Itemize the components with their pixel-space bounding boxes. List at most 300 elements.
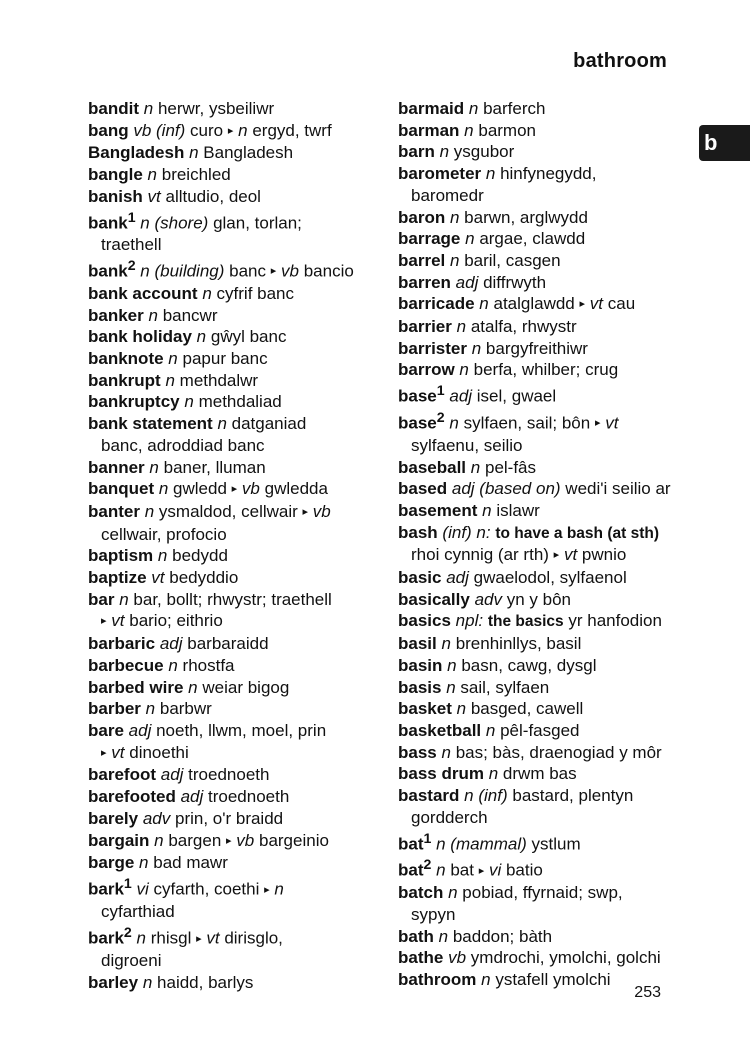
headword: barman bbox=[398, 120, 460, 140]
dictionary-entry bbox=[398, 141, 698, 163]
part-of-speech: n bbox=[119, 589, 129, 609]
dictionary-entry bbox=[398, 338, 698, 360]
headword: barber bbox=[88, 699, 141, 719]
headword: bastard bbox=[398, 786, 460, 806]
part-of-speech: n bbox=[447, 655, 457, 675]
sense-marker-icon: ▸ bbox=[594, 417, 601, 430]
dictionary-entry bbox=[88, 545, 388, 567]
headword: banner bbox=[88, 457, 145, 477]
translation: ysmaldod, cellwair bbox=[158, 501, 298, 521]
entry-continuation bbox=[398, 544, 698, 567]
translation: barbaraidd bbox=[187, 634, 269, 654]
dictionary-entry bbox=[398, 457, 698, 479]
translation: bargen bbox=[168, 830, 222, 850]
dictionary-entry bbox=[398, 882, 698, 904]
part-of-speech: n bbox=[488, 764, 499, 784]
dictionary-entry bbox=[398, 316, 698, 338]
headword: base bbox=[398, 386, 437, 406]
translation: isel, gwael bbox=[476, 386, 557, 406]
dictionary-entry bbox=[88, 972, 388, 994]
part-of-speech: n bbox=[471, 338, 482, 358]
part-of-speech: n bbox=[184, 392, 194, 412]
homograph-number: 2 bbox=[436, 409, 445, 426]
translation: drwm bas bbox=[502, 764, 577, 784]
dictionary-entry bbox=[88, 764, 388, 786]
part-of-speech: n bbox=[168, 349, 178, 369]
entry-continuation bbox=[88, 901, 388, 923]
part-of-speech: vb bbox=[241, 479, 260, 499]
translation: sylfaenu, seilio bbox=[411, 435, 523, 455]
translation: rhisgl bbox=[150, 928, 192, 948]
part-of-speech: n bbox=[143, 99, 154, 118]
translation: yn y bôn bbox=[506, 589, 571, 609]
dictionary-entry bbox=[398, 478, 698, 500]
part-of-speech: n (mammal) bbox=[436, 834, 527, 854]
part-of-speech: adj (based on) bbox=[451, 479, 561, 499]
translation: herwr, ysbeiliwr bbox=[157, 99, 275, 118]
headword: basket bbox=[398, 699, 452, 719]
letter-thumb-tab bbox=[699, 125, 750, 161]
dictionary-entry bbox=[88, 142, 388, 164]
dictionary-entry bbox=[398, 677, 698, 699]
part-of-speech: n bbox=[448, 883, 458, 903]
homograph-number: 1 bbox=[127, 209, 136, 226]
headword: bang bbox=[88, 120, 129, 140]
part-of-speech: n bbox=[188, 677, 198, 697]
dictionary-entry bbox=[398, 567, 698, 589]
translation: bancwr bbox=[162, 305, 218, 325]
dictionary-entry bbox=[398, 610, 698, 633]
dictionary-entry bbox=[88, 120, 388, 143]
dictionary-entry bbox=[398, 293, 698, 316]
part-of-speech: vb bbox=[448, 948, 467, 968]
translation: bat bbox=[450, 860, 474, 880]
part-of-speech: adv bbox=[474, 589, 502, 609]
headword: baron bbox=[398, 207, 446, 227]
dictionary-entry bbox=[88, 589, 388, 611]
translation: baril, casgen bbox=[464, 250, 561, 270]
translation: pwnio bbox=[581, 545, 627, 565]
headword: basically bbox=[398, 589, 470, 609]
headword: barmaid bbox=[398, 99, 465, 118]
headword: bass drum bbox=[398, 764, 484, 784]
dictionary-entry bbox=[398, 720, 698, 742]
translation: argae, clawdd bbox=[479, 229, 586, 249]
translation: traethell bbox=[101, 234, 162, 254]
translation: pêl-fasged bbox=[500, 721, 580, 740]
translation: gŵyl banc bbox=[210, 327, 287, 347]
headword: bat bbox=[398, 860, 424, 880]
headword: barely bbox=[88, 808, 139, 828]
part-of-speech: n bbox=[449, 413, 459, 433]
headword: barbecue bbox=[88, 655, 164, 675]
translation: methdaliad bbox=[198, 392, 282, 412]
headword: barn bbox=[398, 142, 435, 162]
dictionary-entry bbox=[88, 720, 388, 742]
dictionary-entry bbox=[398, 698, 698, 720]
entry-continuation bbox=[398, 185, 698, 207]
translation: cyfarthiad bbox=[101, 902, 175, 922]
headword: baptize bbox=[88, 568, 147, 588]
headword: bank bbox=[88, 261, 128, 281]
dictionary-entry bbox=[398, 589, 698, 611]
phrase: to have a bash (at sth) bbox=[495, 524, 659, 542]
translation: ysgubor bbox=[453, 142, 515, 162]
part-of-speech: n bbox=[446, 677, 456, 697]
part-of-speech: n bbox=[464, 120, 474, 140]
dictionary-entry bbox=[398, 163, 698, 185]
sense-marker-icon: ▸ bbox=[264, 883, 270, 896]
dictionary-entry bbox=[398, 763, 698, 785]
part-of-speech: n bbox=[438, 926, 449, 946]
headword: barometer bbox=[398, 164, 482, 184]
part-of-speech: n bbox=[274, 879, 284, 899]
dictionary-entry bbox=[398, 655, 698, 677]
dictionary-entry bbox=[88, 786, 388, 808]
headword: bath bbox=[398, 926, 434, 946]
dictionary-entry bbox=[398, 359, 698, 381]
part-of-speech: adj bbox=[160, 765, 184, 785]
dictionary-entry bbox=[398, 947, 698, 969]
translation: barwn, arglwydd bbox=[464, 207, 588, 227]
dictionary-entry bbox=[88, 283, 388, 305]
part-of-speech: n bbox=[148, 305, 158, 325]
dictionary-entry bbox=[398, 272, 698, 294]
homograph-number: 1 bbox=[423, 830, 432, 847]
translation: datganiad bbox=[231, 414, 307, 434]
sense-marker-icon: ▸ bbox=[227, 124, 234, 137]
sense-marker-icon: ▸ bbox=[226, 834, 232, 847]
part-of-speech: vt bbox=[111, 742, 125, 762]
headword: barrier bbox=[398, 317, 452, 337]
dictionary-entry bbox=[88, 852, 388, 874]
translation: bancio bbox=[303, 261, 354, 281]
part-of-speech: n bbox=[449, 207, 460, 227]
headword: barefoot bbox=[88, 765, 156, 785]
part-of-speech: n bbox=[449, 250, 460, 270]
dictionary-entry bbox=[88, 305, 388, 327]
headword: barrage bbox=[398, 229, 461, 249]
part-of-speech: npl: bbox=[455, 611, 484, 631]
part-of-speech: vt bbox=[151, 568, 165, 588]
part-of-speech: n bbox=[142, 973, 153, 993]
translation: gwaelodol, sylfaenol bbox=[473, 568, 627, 588]
translation: basn, cawg, dysgl bbox=[461, 655, 597, 675]
dictionary-entry bbox=[398, 228, 698, 250]
dictionary-entry bbox=[88, 326, 388, 348]
headword: based bbox=[398, 479, 448, 499]
part-of-speech: vi bbox=[488, 860, 502, 880]
translation: banc bbox=[229, 261, 267, 281]
translation: basged, cawell bbox=[470, 699, 584, 719]
part-of-speech: adj bbox=[180, 787, 204, 807]
translation: methdalwr bbox=[179, 370, 259, 390]
dictionary-entry bbox=[88, 256, 388, 283]
part-of-speech: vi bbox=[136, 879, 149, 899]
headword: bathe bbox=[398, 948, 444, 968]
part-of-speech: adj bbox=[159, 634, 183, 654]
entry-continuation bbox=[88, 234, 388, 256]
dictionary-entry bbox=[88, 923, 388, 950]
dictionary-entry bbox=[88, 567, 388, 589]
headword: barren bbox=[398, 272, 451, 292]
entry-continuation bbox=[398, 904, 698, 926]
homograph-number: 2 bbox=[123, 924, 132, 941]
part-of-speech: n bbox=[217, 414, 227, 434]
translation: pel-fâs bbox=[484, 457, 537, 477]
translation: ystafell ymolchi bbox=[495, 970, 611, 990]
dictionary-entry bbox=[88, 874, 388, 901]
entry-continuation bbox=[88, 524, 388, 546]
headword: bargain bbox=[88, 830, 150, 850]
headword: banquet bbox=[88, 479, 155, 499]
part-of-speech: vb (inf) bbox=[133, 120, 186, 140]
part-of-speech: vt bbox=[563, 545, 578, 565]
part-of-speech: n bbox=[157, 546, 168, 566]
translation: troednoeth bbox=[208, 787, 290, 807]
translation: brenhinllys, basil bbox=[455, 634, 582, 654]
headword: basil bbox=[398, 634, 437, 654]
translation: weiar bigog bbox=[202, 677, 290, 697]
translation: glan, torlan; bbox=[213, 213, 302, 233]
part-of-speech: vt bbox=[206, 928, 220, 948]
translation: yr hanfodion bbox=[568, 611, 662, 631]
part-of-speech: n bbox=[149, 457, 159, 477]
translation: ymdrochi, ymolchi, golchi bbox=[470, 948, 661, 968]
part-of-speech: n bbox=[485, 721, 496, 740]
dictionary-entry bbox=[398, 500, 698, 522]
dictionary-entry bbox=[88, 677, 388, 699]
headword: banish bbox=[88, 186, 143, 206]
headword: batch bbox=[398, 883, 444, 903]
dictionary-entry bbox=[88, 413, 388, 435]
part-of-speech: adj bbox=[455, 272, 479, 292]
headword: bass bbox=[398, 742, 437, 762]
headword: basis bbox=[398, 677, 442, 697]
sense-marker-icon: ▸ bbox=[101, 615, 107, 628]
part-of-speech: n bbox=[202, 283, 212, 303]
sense-marker-icon: ▸ bbox=[231, 483, 238, 496]
translation: pobiad, ffyrnaid; swp, bbox=[462, 883, 623, 903]
part-of-speech: adv bbox=[142, 808, 171, 828]
headword: bandit bbox=[88, 99, 139, 118]
dictionary-entry bbox=[398, 98, 698, 120]
dictionary-entry bbox=[398, 785, 698, 807]
dictionary-entry bbox=[398, 120, 698, 142]
headword: barricade bbox=[398, 294, 475, 314]
translation: sypyn bbox=[411, 904, 456, 924]
homograph-number: 1 bbox=[123, 875, 132, 892]
homograph-number: 1 bbox=[436, 383, 445, 400]
translation: noeth, llwm, moel, prin bbox=[156, 721, 327, 740]
dictionary-entry bbox=[88, 633, 388, 655]
dictionary-entry bbox=[398, 408, 698, 435]
dictionary-entry bbox=[398, 829, 698, 855]
part-of-speech: vb bbox=[312, 501, 331, 521]
translation: cyfarth, coethi bbox=[153, 879, 260, 899]
headword: bare bbox=[88, 721, 124, 740]
part-of-speech: n bbox=[165, 370, 175, 390]
headword: baptism bbox=[88, 546, 154, 566]
headword: barrow bbox=[398, 360, 455, 380]
dictionary-entry bbox=[88, 208, 388, 234]
translation: cellwair, profocio bbox=[101, 524, 227, 544]
part-of-speech: n (inf) bbox=[464, 786, 508, 806]
headword: barrel bbox=[398, 250, 446, 270]
part-of-speech: n bbox=[441, 634, 451, 654]
dictionary-entry bbox=[88, 186, 388, 208]
translation: curo bbox=[190, 120, 224, 140]
part-of-speech: n bbox=[481, 970, 491, 990]
translation: dirisglo, bbox=[224, 928, 283, 948]
sense-marker-icon: ▸ bbox=[196, 932, 202, 945]
part-of-speech: vt bbox=[111, 611, 125, 631]
translation: barmon bbox=[478, 120, 536, 140]
translation: rhoi cynnig (ar rth) bbox=[411, 545, 549, 565]
letter-tab-label: b bbox=[704, 130, 718, 155]
translation: bedyddio bbox=[169, 568, 239, 588]
translation: banc, adroddiad banc bbox=[101, 435, 265, 455]
headword: bash bbox=[398, 522, 438, 542]
part-of-speech: n bbox=[470, 457, 481, 477]
entry-continuation bbox=[398, 807, 698, 829]
headword: basin bbox=[398, 655, 443, 675]
entry-continuation bbox=[88, 435, 388, 457]
part-of-speech: n bbox=[136, 928, 146, 948]
part-of-speech: (inf) n: bbox=[442, 522, 491, 542]
translation: gordderch bbox=[411, 807, 488, 827]
translation: baner, lluman bbox=[163, 457, 266, 477]
right-column bbox=[398, 98, 698, 991]
dictionary-entry bbox=[398, 207, 698, 229]
headword: basement bbox=[398, 500, 478, 520]
headword: bark bbox=[88, 928, 124, 948]
headword: baseball bbox=[398, 457, 467, 477]
headword: barbed wire bbox=[88, 677, 184, 697]
translation: gwledda bbox=[264, 479, 328, 499]
translation: bargyfreithiwr bbox=[485, 338, 588, 358]
part-of-speech: n bbox=[196, 327, 207, 347]
sense-marker-icon: ▸ bbox=[270, 265, 277, 278]
entry-continuation bbox=[88, 742, 388, 765]
translation: bas; bàs, draenogiad y môr bbox=[455, 742, 662, 762]
part-of-speech: n bbox=[456, 699, 467, 719]
part-of-speech: n (shore) bbox=[140, 213, 209, 233]
headword: banknote bbox=[88, 349, 164, 369]
translation: cau bbox=[607, 294, 636, 314]
part-of-speech: vb bbox=[281, 261, 299, 281]
headword: bat bbox=[398, 834, 424, 854]
headword: basics bbox=[398, 611, 451, 631]
part-of-speech: n bbox=[154, 830, 164, 850]
sense-marker-icon: ▸ bbox=[579, 298, 586, 311]
part-of-speech: n bbox=[139, 853, 149, 873]
translation: sail, sylfaen bbox=[460, 677, 550, 697]
headword: basketball bbox=[398, 721, 482, 740]
headword: banter bbox=[88, 501, 140, 521]
headword: bank account bbox=[88, 283, 198, 303]
part-of-speech: adj bbox=[128, 721, 152, 740]
dictionary-entry bbox=[88, 98, 388, 120]
dictionary-entry bbox=[88, 391, 388, 413]
dictionary-entry bbox=[88, 655, 388, 677]
part-of-speech: n (building) bbox=[140, 261, 225, 281]
translation: breichled bbox=[161, 165, 231, 185]
homograph-number: 2 bbox=[423, 856, 432, 873]
homograph-number: 2 bbox=[127, 257, 136, 274]
entry-continuation bbox=[88, 610, 388, 633]
translation: cyfrif banc bbox=[216, 283, 295, 303]
translation: batio bbox=[505, 860, 543, 880]
translation: Bangladesh bbox=[203, 143, 294, 163]
dictionary-entry bbox=[88, 478, 388, 501]
dictionary-entry bbox=[398, 522, 698, 545]
part-of-speech: n bbox=[168, 655, 178, 675]
sense-marker-icon: ▸ bbox=[101, 746, 107, 759]
translation: troednoeth bbox=[188, 765, 270, 785]
headword: basic bbox=[398, 568, 442, 588]
translation: barferch bbox=[483, 99, 546, 118]
translation: bastard, plentyn bbox=[512, 786, 634, 806]
translation: hinfynegydd, bbox=[500, 164, 597, 184]
part-of-speech: n bbox=[147, 165, 157, 185]
dictionary-entry bbox=[88, 457, 388, 479]
guide-word: bathroom bbox=[573, 50, 667, 72]
dictionary-entry bbox=[398, 742, 698, 764]
dictionary-entry bbox=[88, 164, 388, 186]
headword: barbaric bbox=[88, 634, 156, 654]
part-of-speech: n bbox=[158, 479, 169, 499]
dictionary-entry bbox=[398, 250, 698, 272]
translation: baromedr bbox=[411, 185, 484, 205]
translation: prin, o'r braidd bbox=[174, 808, 284, 828]
sense-marker-icon: ▸ bbox=[302, 505, 309, 518]
translation: bad mawr bbox=[153, 853, 228, 873]
part-of-speech: n bbox=[145, 699, 156, 719]
translation: ystlum bbox=[531, 834, 581, 854]
translation: ergyd, twrf bbox=[252, 120, 332, 140]
headword: base bbox=[398, 413, 437, 433]
part-of-speech: adj bbox=[446, 568, 469, 588]
headword: bathroom bbox=[398, 970, 477, 990]
dictionary-entry bbox=[398, 855, 698, 882]
translation: wedi'i seilio ar bbox=[565, 479, 671, 499]
part-of-speech: n bbox=[436, 860, 446, 880]
translation: bario; eithrio bbox=[129, 611, 223, 631]
part-of-speech: n bbox=[465, 229, 475, 249]
translation: bargeinio bbox=[258, 830, 329, 850]
part-of-speech: n bbox=[485, 164, 496, 184]
headword: bank bbox=[88, 213, 128, 233]
translation: islawr bbox=[496, 500, 540, 520]
dictionary-entry bbox=[398, 381, 698, 407]
translation: barbwr bbox=[159, 699, 212, 719]
headword: bar bbox=[88, 589, 115, 609]
sense-marker-icon: ▸ bbox=[553, 549, 560, 562]
sense-marker-icon: ▸ bbox=[478, 864, 485, 877]
headword: barefooted bbox=[88, 787, 176, 807]
translation: bedydd bbox=[172, 546, 228, 566]
translation: papur banc bbox=[182, 349, 268, 369]
headword: bank statement bbox=[88, 414, 213, 434]
part-of-speech: n bbox=[468, 99, 479, 118]
phrase: the basics bbox=[487, 613, 564, 631]
translation: berfa, whilber; crug bbox=[473, 360, 619, 380]
part-of-speech: n bbox=[479, 294, 489, 314]
translation: gwledd bbox=[173, 479, 227, 499]
translation: haidd, barlys bbox=[157, 973, 254, 993]
part-of-speech: n bbox=[459, 360, 469, 380]
